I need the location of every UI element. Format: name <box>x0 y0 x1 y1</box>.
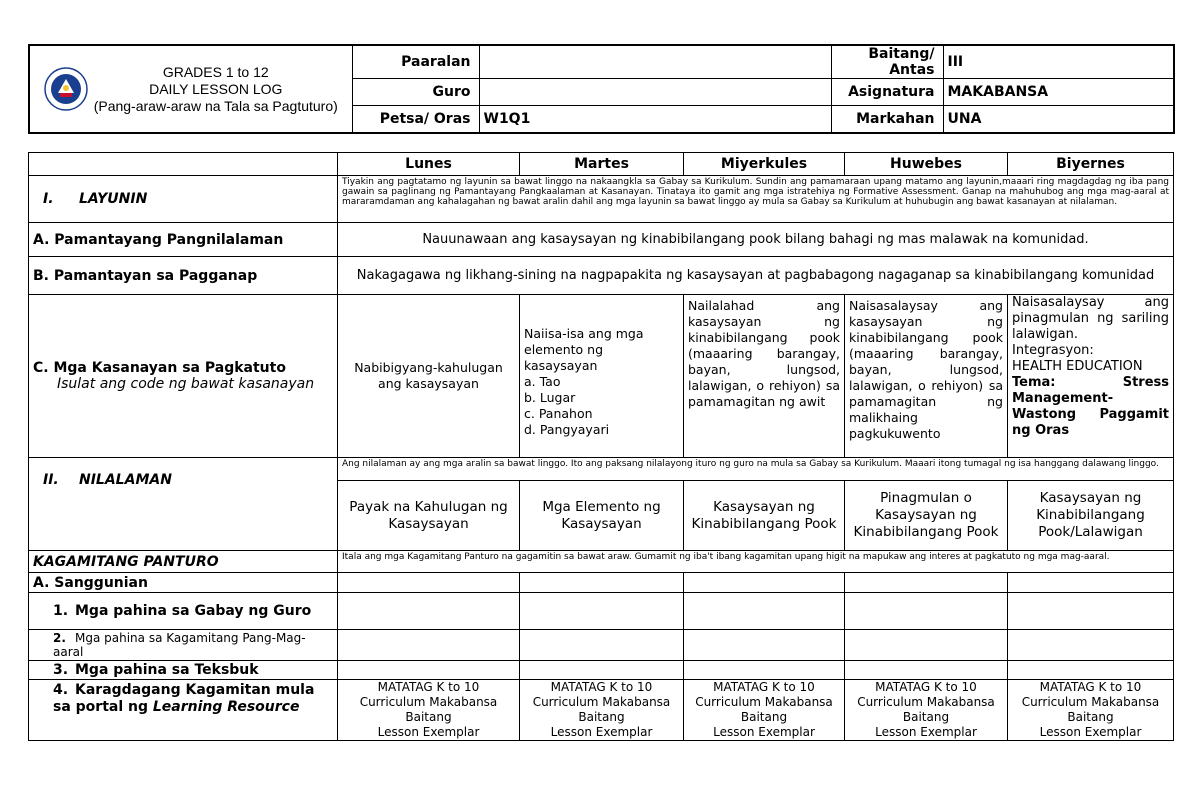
martes-item-3: c. Panahon <box>524 406 593 421</box>
nilalaman-biyernes: Kasaysayan ng Kinabibilangang Pook/Lalawigan <box>1008 481 1174 551</box>
guro-value <box>479 79 831 106</box>
title-line-3: (Pang-araw-araw na Tala sa Pagtuturo) <box>93 97 338 114</box>
kasanayan-label: C. Mga Kasanayan sa Pagkatuto <box>33 359 286 376</box>
header-title-cell <box>29 45 352 133</box>
title-line-2: DAILY LESSON LOG <box>149 80 283 97</box>
day-lunes: Lunes <box>338 153 520 176</box>
cell <box>520 573 684 593</box>
petsa-label: Petsa/ Oras <box>352 106 479 134</box>
kasanayan-miyerkules: Nailalahad ang kasaysayan ng kinabibilangang pook (maaaring barangay, bayan, lungsod, lalawigan, o rehiyon) sa pamamagitan ng awit <box>684 295 845 458</box>
header-table <box>28 44 1175 134</box>
markahan-value: UNA <box>943 106 1174 134</box>
cell <box>845 593 1008 630</box>
nilalaman-lunes: Payak na Kahulugan ng Kasaysayan <box>338 481 520 551</box>
baitang-label: Baitang/ Antas <box>831 45 943 79</box>
petsa-value: W1Q1 <box>479 106 831 134</box>
markahan-label: Markahan <box>831 106 943 134</box>
corner-cell <box>29 153 338 176</box>
resource-lunes: MATATAG K to 10 Curriculum Makabansa Baitang Lesson Exemplar <box>338 680 520 741</box>
day-huwebes: Huwebes <box>845 153 1008 176</box>
title-line-1: GRADES 1 to 12 <box>162 63 269 80</box>
kagamitan-heading: KAGAMITANG PANTURO <box>29 551 338 573</box>
pamantayang-pangnilalaman-value: Nauunawaan ang kasaysayan ng kinabibilangang pook bilang bahagi ng mas malawak na komunidad. <box>338 223 1174 257</box>
martes-item-4: d. Pangyayari <box>524 422 610 437</box>
day-martes: Martes <box>520 153 684 176</box>
cell <box>520 593 684 630</box>
kasanayan-biyernes: Naisasalaysay ang pinagmulan ng sariling lalawigan. Integrasyon: HEALTH EDUCATION Tema: Stress Management-Wastong Paggamit ng Oras <box>1008 295 1174 458</box>
kasanayan-label-cell <box>29 295 338 458</box>
cell <box>845 630 1008 661</box>
resource-martes: MATATAG K to 10 Curriculum Makabansa Baitang Lesson Exemplar <box>520 680 684 741</box>
pamantayan-pagganap-value: Nakagagawa ng likhang-sining na nagpapakita ng kasaysayan at pagbabagong nagaganap sa kinabibilangang komunidad <box>338 257 1174 295</box>
day-miyerkules: Miyerkules <box>684 153 845 176</box>
cell <box>1008 573 1174 593</box>
nilalaman-note: Ang nilalaman ay ang mga aralin sa bawat linggo. Ito ang paksang nilalayong ituro ng guro na mula sa Gabay sa Kurikulum. Maaari itong tumagal ng isa hanggang dalawang linggo. <box>338 458 1174 481</box>
day-biyernes: Biyernes <box>1008 153 1174 176</box>
baitang-value: III <box>943 45 1174 79</box>
asignatura-value: MAKABANSA <box>943 79 1174 106</box>
nilalaman-huwebes: Pinagmulan o Kasaysayan ng Kinabibilangang Pook <box>845 481 1008 551</box>
sanggunian-label: A. Sanggunian <box>29 573 338 593</box>
cell <box>338 630 520 661</box>
cell <box>1008 593 1174 630</box>
kasanayan-huwebes: Naisasalaysay ang kasaysayan ng kinabibilangang pook (maaaring barangay, bayan, lungsod, lalawigan, o rehiyon) sa pamamagitan ng malikhaing pagkukuwento <box>845 295 1008 458</box>
cell <box>520 630 684 661</box>
cell <box>684 630 845 661</box>
cell <box>684 573 845 593</box>
paaralan-value <box>479 45 831 79</box>
paaralan-label: Paaralan <box>352 45 479 79</box>
resource-miyerkules: MATATAG K to 10 Curriculum Makabansa Baitang Lesson Exemplar <box>684 680 845 741</box>
cell <box>684 661 845 680</box>
deped-seal-icon <box>44 67 88 111</box>
kasanayan-sublabel: Isulat ang code ng bawat kasanayan <box>57 375 315 392</box>
layunin-note: Tiyakin ang pagtatamo ng layunin sa bawat linggo na nakaangkla sa Gabay sa Kurikulum. Sundin ang pamamaraan upang matamo ang layunin,maaari ring magdagdag ng iba pang gawain sa paglinang ng Pamantayang Pangkaalaman at Kasanayan. Tinataya ito gamit ang mga istratehiya ng Formative Assessment. Ganap na mahuhubog ang mga mag-aaral at mararamdaman ang kahalagahan ng bawat aralin dahil ang mga layunin sa bawat linggo ay mula sa Gabay sa Kurikulum at huhubugin ang bawat kasanayan at nilalaman. <box>338 176 1174 223</box>
sanggunian-item-3: 3. Mga pahina sa Teksbuk <box>29 661 338 680</box>
cell <box>338 573 520 593</box>
kasanayan-martes: Naiisa-isa ang mga elemento ng kasaysayan a. Tao b. Lugar c. Panahon d. Pangyayari <box>520 295 684 458</box>
guro-label: Guro <box>352 79 479 106</box>
nilalaman-miyerkules: Kasaysayan ng Kinabibilangang Pook <box>684 481 845 551</box>
pamantayan-pagganap-label: B. Pamantayan sa Pagganap <box>29 257 338 295</box>
cell <box>845 573 1008 593</box>
cell <box>845 661 1008 680</box>
cell <box>338 593 520 630</box>
nilalaman-martes: Mga Elemento ng Kasaysayan <box>520 481 684 551</box>
nilalaman-heading: II. NILALAMAN <box>29 458 338 551</box>
pamantayang-pangnilalaman-label: A. Pamantayang Pangnilalaman <box>29 223 338 257</box>
cell <box>520 661 684 680</box>
martes-item-2: b. Lugar <box>524 390 576 405</box>
layunin-heading: I. LAYUNIN <box>29 176 338 223</box>
cell <box>684 593 845 630</box>
cell <box>1008 661 1174 680</box>
resource-huwebes: MATATAG K to 10 Curriculum Makabansa Baitang Lesson Exemplar <box>845 680 1008 741</box>
sanggunian-item-1: 1. Mga pahina sa Gabay ng Guro <box>29 593 338 630</box>
kasanayan-lunes: Nabibigyang-kahulugan ang kasaysayan <box>338 295 520 458</box>
sanggunian-item-4: 4. Karagdagang Kagamitan mula sa portal ng Learning Resource <box>29 680 338 741</box>
resource-biyernes: MATATAG K to 10 Curriculum Makabansa Baitang Lesson Exemplar <box>1008 680 1174 741</box>
cell <box>1008 630 1174 661</box>
kagamitan-note: Itala ang mga Kagamitang Panturo na gagamitin sa bawat araw. Gumamit ng iba't ibang kagamitan upang higit na mapukaw ang interes at pagkatuto ng mga mag-aaral. <box>338 551 1174 573</box>
martes-item-1: a. Tao <box>524 374 561 389</box>
sanggunian-item-2: 2. Mga pahina sa Kagamitang Pang-Mag-aaral <box>29 630 338 661</box>
lesson-log-table <box>28 152 1174 741</box>
asignatura-label: Asignatura <box>831 79 943 106</box>
cell <box>338 661 520 680</box>
